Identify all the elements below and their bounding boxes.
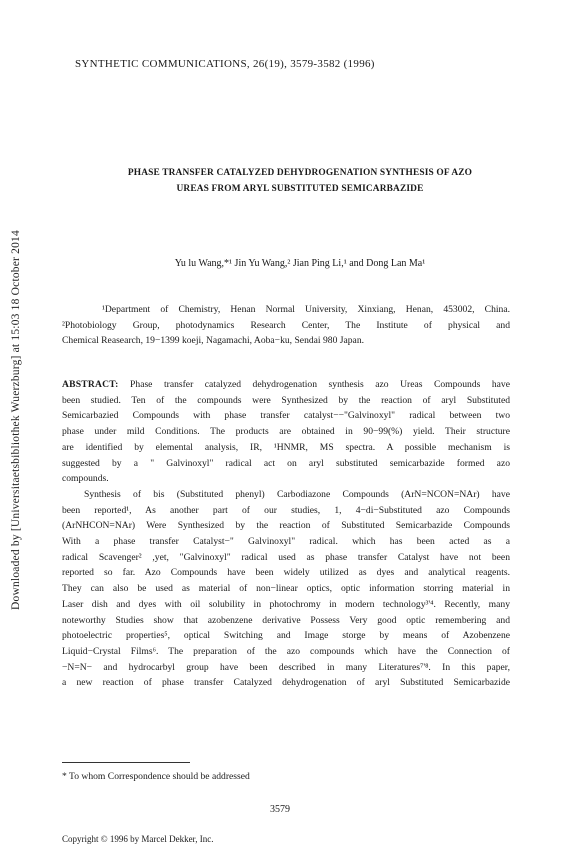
affiliations [62,302,510,349]
body-line: −N=N− and hydrocarbyl group have been described in many Literatures⁷'⁸. In this paper, [62,661,510,673]
body-line: been reported¹, As another part of our studies, 1, 4−di−Substituted azo Compounds [62,504,510,516]
body-line: Synthesis of bis (Substituted phenyl) Carbodiazone Compounds (ArN=NCON=NAr) have [84,488,510,500]
paper-title-line-2: UREAS FROM ARYL SUBSTITUTED SEMICARBAZIDE [176,184,424,194]
body-line: (ArNHCON=NAr) Were Synthesized by the reaction of Substituted Semicarbazide Compounds [62,520,510,532]
body-line: phase under mild Conditions. The products are obtained in 90−99(%) yield. Their structure [62,426,510,438]
footnote-divider [62,762,190,763]
body-line: are identified by elemental analysis, IR, ¹HNMR, MS spectra. A possible mechanism is [62,441,510,453]
body-line: Laser dish and dyes with oil solubility in photochromy in modern technology³'⁴. Recently, many [62,598,510,610]
journal-citation: SYNTHETIC COMMUNICATIONS, 26(19), 3579-3582 (1996) [75,58,375,70]
copyright-notice: Copyright © 1996 by Marcel Dekker, Inc. [62,834,214,844]
body-line: Semicarbazied Compounds with phase transfer catalyst−−"Galvinoxyl" radical between two [62,410,510,422]
body-line: a new reaction of phase transfer Catalyzed dehydrogenation of aryl Substituted Semicarbazide [62,677,510,689]
body-line: reported so far. Azo Compounds have been widely utilized as dyes and analytical reagents. [62,567,510,579]
body-line: They can also be used as material of non−linear optics, optic information storring material in [62,583,510,595]
footnote: * To whom Correspondence should be addressed [62,771,250,782]
body-line: suggested by a " Galvinoxyl" radical act on aryl substituted semicarbazide formed azo [62,457,510,469]
abstract-and-body [62,377,510,691]
body-line: Phase transfer catalyzed dehydrogenation synthesis azo Ureas Compounds have [118,379,510,390]
body-line: been studied. Ten of the compounds were Synthesized by the reaction of aryl Substituted [62,394,510,406]
author-list: Yu lu Wang,*¹ Jin Yu Wang,² Jian Ping Li,¹ and Dong Lan Ma¹ [174,258,426,269]
download-watermark-text: Downloaded by [Universitaetsbibliothek Wuerzburg] at 15:03 18 October 2014 [10,230,22,610]
affiliation-1: ¹Department of Chemistry, Henan Normal University, Xinxiang, Henan, 453002, China. [102,304,510,315]
body-line: photoelectric properties⁵, optical Switching and Image storge by means of Azobenzene [62,630,510,642]
body-line: With a phase transfer Catalyst−" Galvinoxyl" radical. which has been acted as a [62,536,510,548]
paper-title-line-1: PHASE TRANSFER CATALYZED DEHYDROGENATION SYNTHESIS OF AZO [127,168,473,178]
page-number: 3579 [270,804,290,815]
body-line: radical Scavenger² ,yet, "Galvinoxyl" radical used as phase transfer Catalyst have not been [62,551,510,563]
body-line: compounds. [62,473,109,485]
body-line: noteworthy Studies show that azobenzene derivative Possess Very good optic remembering and [62,614,510,626]
abstract-label: ABSTRACT: [62,379,119,390]
affiliation-2: ²Photobiology Group, photodynamics Research Center, The Institute of physical and [62,319,510,331]
body-line: Liquid−Crystal Films⁶. The preparation of the azo compounds which have the Connection of [62,645,510,657]
affiliation-2-cont: Chemical Reasearch, 19−1399 koeji, Nagamachi, Aoba−ku, Sendai 980 Japan. [62,335,365,347]
